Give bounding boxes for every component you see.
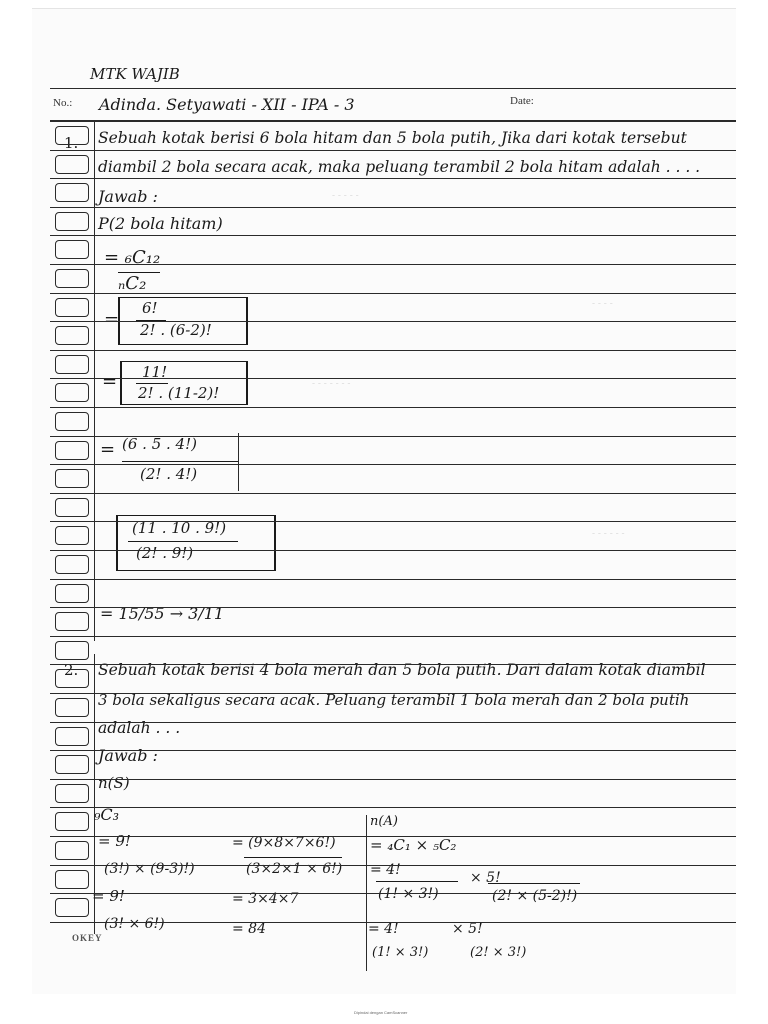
q2-left-3: = 9! — [92, 887, 125, 905]
q2-mid-frac-line — [244, 857, 342, 858]
row-checkbox — [55, 240, 89, 259]
equals-sign: = — [104, 309, 120, 330]
q1-question-line1: Sebuah kotak berisi 6 bola hitam dan 5 bola putih, Jika dari kotak tersebut — [98, 129, 687, 147]
row-checkbox — [55, 212, 89, 231]
q2-question-line2: 3 bola sekaligus secara acak. Peluang terambil 1 bola merah dan 2 bola putih — [98, 691, 690, 709]
ruled-line — [50, 893, 736, 894]
q2-answer-label: Jawab : — [98, 746, 158, 765]
student-name: Adinda. Setyawati - XII - IPA - 3 — [99, 95, 355, 114]
bleed-through-scribble: - - - - - — [332, 191, 359, 201]
ruled-line — [50, 235, 736, 236]
row-checkbox — [55, 584, 89, 603]
q2-right-1: = 4! — [370, 862, 401, 878]
row-checkbox — [55, 526, 89, 545]
q2-right-frac-line — [376, 881, 458, 882]
notebook-page — [32, 8, 736, 994]
ruled-line — [50, 521, 736, 522]
ruled-line — [50, 378, 736, 379]
q2-right-frac-line — [488, 883, 580, 884]
q1-frac2-num: 11! — [142, 363, 168, 381]
row-checkbox — [55, 498, 89, 517]
q2-left-1: = 9! — [98, 832, 131, 850]
q1-frac3-num: (6 . 5 . 4!) — [122, 435, 197, 453]
q1-frac1-num: 6! — [142, 299, 158, 317]
row-checkbox — [55, 269, 89, 288]
equals-sign: = — [102, 371, 118, 392]
q2-right-4: (2! × (5-2)!) — [492, 888, 578, 904]
row-checkbox — [55, 383, 89, 402]
q2-number: 2. — [64, 661, 79, 679]
q2-right-7: × 5! — [452, 921, 483, 937]
bleed-through-scribble: - - - - - - — [592, 529, 625, 539]
equals-sign: = — [100, 439, 116, 460]
row-checkbox — [55, 183, 89, 202]
header-rule — [50, 88, 736, 89]
row-checkbox — [55, 612, 89, 631]
row-checkbox — [55, 555, 89, 574]
q1-frac3-line — [122, 461, 238, 462]
q2-question-line1: Sebuah kotak berisi 4 bola merah dan 5 bola putih. Dari dalam kotak diambil — [98, 661, 706, 679]
row-checkbox — [55, 784, 89, 803]
q2-mid-3: = 84 — [232, 921, 266, 937]
q1-step-comb: = ₆C₁₂ — [104, 247, 161, 268]
row-checkbox — [55, 755, 89, 774]
q1-frac4-den: (2! . 9!) — [136, 544, 194, 562]
row-checkbox — [55, 412, 89, 431]
ruled-line — [50, 293, 736, 294]
margin-line — [94, 121, 95, 641]
q2-mid-1: (3×2×1 × 6!) — [246, 861, 343, 877]
ruled-line — [50, 807, 736, 808]
ruled-line — [50, 264, 736, 265]
q2-left-4: (3! × 6!) — [104, 916, 165, 932]
q2-right-6: (1! × 3!) — [372, 945, 429, 960]
q2-left-2: (3!) × (9-3)!) — [104, 861, 195, 877]
ruled-line — [50, 321, 736, 322]
q2-mid-2: = 3×4×7 — [232, 891, 299, 907]
ruled-line — [50, 722, 736, 723]
scanner-watermark: Dipindai dengan CamScanner — [354, 1010, 408, 1015]
ruled-line — [50, 693, 736, 694]
ruled-line — [50, 436, 736, 437]
q2-mid-0: = (9×8×7×6!) — [232, 835, 336, 851]
q1-frac4-num: (11 . 10 . 9!) — [132, 519, 227, 537]
ruled-line — [50, 464, 736, 465]
ruled-line — [50, 607, 736, 608]
ruled-line — [50, 636, 736, 637]
row-checkbox — [55, 669, 89, 688]
q2-left-0: ₉C₃ — [94, 805, 120, 824]
q2-right-2: (1! × 3!) — [378, 886, 439, 902]
row-checkbox — [55, 155, 89, 174]
ruled-line — [50, 350, 736, 351]
ruled-line — [50, 178, 736, 179]
ruled-line — [50, 407, 736, 408]
q1-answer-label: Jawab : — [98, 187, 158, 206]
row-checkbox — [55, 326, 89, 345]
row-checkbox — [55, 698, 89, 717]
row-checkbox — [55, 727, 89, 746]
row-checkbox — [55, 441, 89, 460]
bleed-through-scribble: - - - - — [592, 299, 613, 309]
subject-title: MTK WAJIB — [90, 65, 180, 83]
row-checkbox — [55, 870, 89, 889]
q2-ns-label: n(S) — [98, 774, 130, 792]
row-checkbox — [55, 812, 89, 831]
q1-result: = 15/55 → 3/11 — [100, 604, 225, 623]
row-checkbox — [55, 898, 89, 917]
q2-right-8: (2! × 3!) — [470, 945, 527, 960]
row-checkbox — [55, 641, 89, 660]
row-checkbox — [55, 355, 89, 374]
q1-step-event: P(2 bola hitam) — [98, 214, 223, 233]
ruled-line — [50, 121, 736, 122]
q1-frac1-den: 2! . (6-2)! — [140, 321, 212, 339]
q2-question-line3: adalah . . . — [98, 719, 181, 737]
ruled-line — [50, 865, 736, 866]
q2-right-label: n(A) — [370, 814, 398, 829]
q2-right-3: × 5! — [470, 870, 501, 886]
ruled-line — [50, 779, 736, 780]
row-checkbox — [55, 126, 89, 145]
date-label: Date: — [510, 95, 534, 107]
ruled-line — [50, 579, 736, 580]
row-checkbox — [55, 469, 89, 488]
q1-frac3-right-bracket — [238, 433, 239, 491]
q1-frac3-den: (2! . 4!) — [140, 465, 198, 483]
q1-question-line2: diambil 2 bola secara acak, maka peluang terambil 2 bola hitam adalah . . . . — [98, 158, 701, 176]
q2-right-5: = 4! — [368, 921, 399, 937]
ruled-line — [50, 550, 736, 551]
bleed-through-scribble: - - - - - - - — [312, 379, 351, 389]
q1-frac2-den: 2! . (11-2)! — [138, 384, 220, 402]
ruled-line — [50, 207, 736, 208]
q1-frac4-line — [128, 541, 238, 542]
q1-number: 1. — [64, 134, 79, 152]
row-checkbox — [55, 841, 89, 860]
ruled-line — [50, 750, 736, 751]
row-checkbox — [55, 298, 89, 317]
ruled-line — [50, 493, 736, 494]
notebook-brand: OKEY — [72, 933, 103, 943]
ruled-line — [50, 664, 736, 665]
no-label: No.: — [53, 97, 73, 109]
ruled-line — [50, 836, 736, 837]
ruled-line — [50, 150, 736, 151]
q2-right-0: = ₄C₁ × ₅C₂ — [370, 836, 457, 854]
q1-step-comb-denom: ₙC₂ — [118, 273, 147, 294]
ruled-line — [50, 922, 736, 923]
